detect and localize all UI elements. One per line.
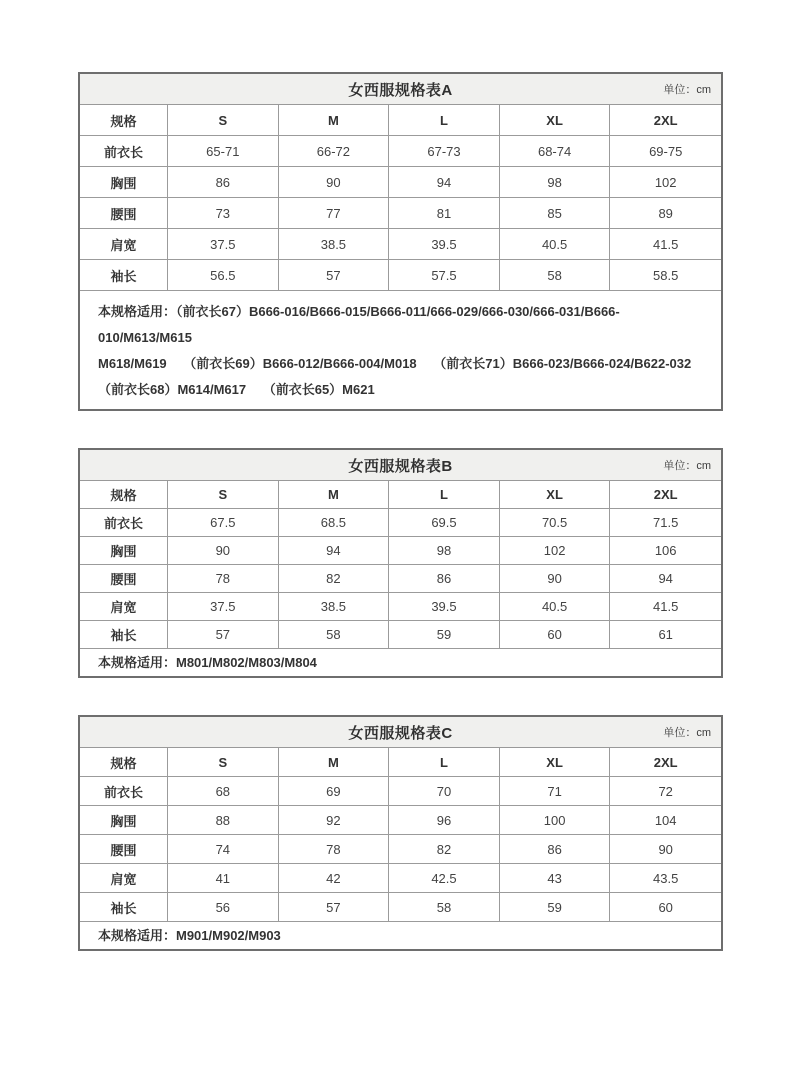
data-cell: 43	[500, 864, 611, 892]
table-row	[80, 593, 721, 621]
data-cell: 69	[279, 777, 390, 805]
data-cell: 58.5	[653, 267, 679, 283]
data-cell: 59	[389, 621, 500, 648]
data-cell: 71.5	[653, 515, 679, 530]
size-column-header: M	[279, 481, 390, 508]
row-label: 前衣长	[80, 509, 168, 536]
data-cell: 70	[389, 777, 500, 805]
spec-table-A	[78, 72, 723, 411]
table-header-row	[80, 105, 721, 136]
spec-column-header: 规格	[80, 105, 168, 135]
table-row	[80, 621, 721, 649]
data-cell: 58	[500, 260, 611, 290]
data-cell: 72	[658, 783, 673, 799]
data-cell: 56	[168, 893, 279, 921]
data-cell: 102	[500, 537, 611, 564]
size-column-header: S	[168, 481, 279, 508]
data-cell: 70.5	[500, 509, 611, 536]
data-cell: 96	[389, 806, 500, 834]
size-column-header: L	[389, 105, 500, 135]
note-line: （前衣长68）M614/M617 （前衣长65）M621	[98, 382, 375, 397]
note-area	[80, 922, 721, 949]
size-column-header: M	[279, 105, 390, 135]
data-cell: 57.5	[389, 260, 500, 290]
data-cell: 68-74	[500, 136, 611, 166]
data-cell: 81	[389, 198, 500, 228]
data-cell: 39.5	[389, 229, 500, 259]
data-cell: 98	[389, 537, 500, 564]
unit-label: 单位：cm	[663, 84, 711, 96]
data-cell: 57	[279, 260, 390, 290]
data-cell: 86	[500, 835, 611, 863]
data-cell: 42.5	[389, 864, 500, 892]
data-cell: 86	[389, 565, 500, 592]
row-label: 袖长	[80, 621, 168, 648]
data-cell: 41.5	[653, 236, 679, 252]
row-label: 肩宽	[80, 229, 168, 259]
size-column-header: XL	[500, 481, 611, 508]
data-cell: 67-73	[389, 136, 500, 166]
row-label: 前衣长	[80, 136, 168, 166]
row-label: 胸围	[80, 806, 168, 834]
data-cell: 39.5	[389, 593, 500, 620]
table-row	[80, 835, 721, 864]
data-cell: 38.5	[279, 229, 390, 259]
data-cell: 66-72	[279, 136, 390, 166]
table-row	[80, 229, 721, 260]
spec-table-B	[78, 448, 723, 678]
row-label: 胸围	[80, 167, 168, 197]
data-cell: 71	[500, 777, 611, 805]
table-row	[80, 537, 721, 565]
size-column-header: 2XL	[653, 754, 678, 770]
data-cell: 78	[168, 565, 279, 592]
spec-table-C	[78, 715, 723, 951]
data-cell: 85	[500, 198, 611, 228]
spec-column-header: 规格	[80, 481, 168, 508]
data-cell: 100	[500, 806, 611, 834]
size-column-header: S	[168, 105, 279, 135]
size-column-header: 2XL	[653, 487, 678, 502]
note-area	[80, 649, 721, 676]
table-title-bar	[80, 450, 721, 481]
data-cell: 56.5	[168, 260, 279, 290]
data-cell: 65-71	[168, 136, 279, 166]
data-cell: 94	[279, 537, 390, 564]
table-row	[80, 565, 721, 593]
data-cell: 60	[658, 899, 673, 915]
data-cell: 43.5	[653, 870, 679, 886]
size-column-header: XL	[500, 748, 611, 776]
data-cell: 38.5	[279, 593, 390, 620]
data-cell: 57	[168, 621, 279, 648]
row-label: 肩宽	[80, 864, 168, 892]
data-cell: 90	[279, 167, 390, 197]
table-row	[80, 777, 721, 806]
data-cell: 69-75	[649, 143, 683, 159]
note-line: M618/M619 （前衣长69）B666-012/B666-004/M018 （前衣长71）B666-023/B666-024/B622-032	[98, 356, 692, 371]
data-cell: 94	[389, 167, 500, 197]
size-column-header: XL	[500, 105, 611, 135]
data-cell: 90	[168, 537, 279, 564]
size-column-header: M	[279, 748, 390, 776]
data-cell: 89	[658, 205, 673, 221]
table-row	[80, 864, 721, 893]
data-cell: 61	[658, 627, 673, 642]
row-label: 腰围	[80, 565, 168, 592]
data-cell: 37.5	[168, 229, 279, 259]
table-title: 女西服规格表A	[348, 81, 453, 99]
note-line: 本规格适用：M901/M902/M903	[98, 927, 281, 943]
data-cell: 42	[279, 864, 390, 892]
data-cell: 41.5	[653, 599, 679, 614]
row-label: 前衣长	[80, 777, 168, 805]
note-line: 本规格适用：M801/M802/M803/M804	[98, 654, 317, 670]
data-cell: 92	[279, 806, 390, 834]
table-row	[80, 136, 721, 167]
data-cell: 60	[500, 621, 611, 648]
table-row	[80, 198, 721, 229]
table-row	[80, 509, 721, 537]
data-cell: 40.5	[500, 593, 611, 620]
table-header-row	[80, 748, 721, 777]
table-title-bar	[80, 717, 721, 748]
data-cell: 74	[168, 835, 279, 863]
data-cell: 41	[168, 864, 279, 892]
table-title: 女西服规格表B	[348, 457, 453, 475]
unit-label: 单位：cm	[663, 460, 711, 472]
row-label: 袖长	[80, 893, 168, 921]
row-label: 腰围	[80, 198, 168, 228]
unit-label: 单位：cm	[663, 727, 711, 739]
data-cell: 73	[168, 198, 279, 228]
data-cell: 78	[279, 835, 390, 863]
data-cell: 68.5	[279, 509, 390, 536]
table-header-row	[80, 481, 721, 509]
table-row	[80, 167, 721, 198]
data-cell: 90	[500, 565, 611, 592]
size-column-header: L	[389, 481, 500, 508]
data-cell: 59	[500, 893, 611, 921]
data-cell: 37.5	[168, 593, 279, 620]
table-title: 女西服规格表C	[348, 724, 453, 742]
data-cell: 58	[279, 621, 390, 648]
data-cell: 69.5	[389, 509, 500, 536]
note-line: 本规格适用：（前衣长67）B666-016/B666-015/B666-011/666-029/666-030/666-031/B666-010/M613/M615	[98, 304, 620, 345]
data-cell: 88	[168, 806, 279, 834]
data-cell: 68	[168, 777, 279, 805]
data-cell: 98	[500, 167, 611, 197]
data-cell: 86	[168, 167, 279, 197]
table-row	[80, 893, 721, 922]
note-area	[80, 291, 721, 409]
data-cell: 40.5	[500, 229, 611, 259]
row-label: 肩宽	[80, 593, 168, 620]
data-cell: 104	[654, 812, 677, 828]
data-cell: 67.5	[168, 509, 279, 536]
data-cell: 102	[654, 174, 677, 190]
data-cell: 90	[658, 841, 673, 857]
data-cell: 77	[279, 198, 390, 228]
size-column-header: 2XL	[653, 112, 678, 128]
spec-column-header: 规格	[80, 748, 168, 776]
row-label: 胸围	[80, 537, 168, 564]
data-cell: 57	[279, 893, 390, 921]
table-row	[80, 260, 721, 291]
table-title-bar	[80, 74, 721, 105]
data-cell: 82	[279, 565, 390, 592]
data-cell: 58	[389, 893, 500, 921]
row-label: 腰围	[80, 835, 168, 863]
size-column-header: L	[389, 748, 500, 776]
data-cell: 106	[654, 543, 677, 558]
data-cell: 82	[389, 835, 500, 863]
table-row	[80, 806, 721, 835]
data-cell: 94	[658, 571, 673, 586]
size-column-header: S	[168, 748, 279, 776]
row-label: 袖长	[80, 260, 168, 290]
